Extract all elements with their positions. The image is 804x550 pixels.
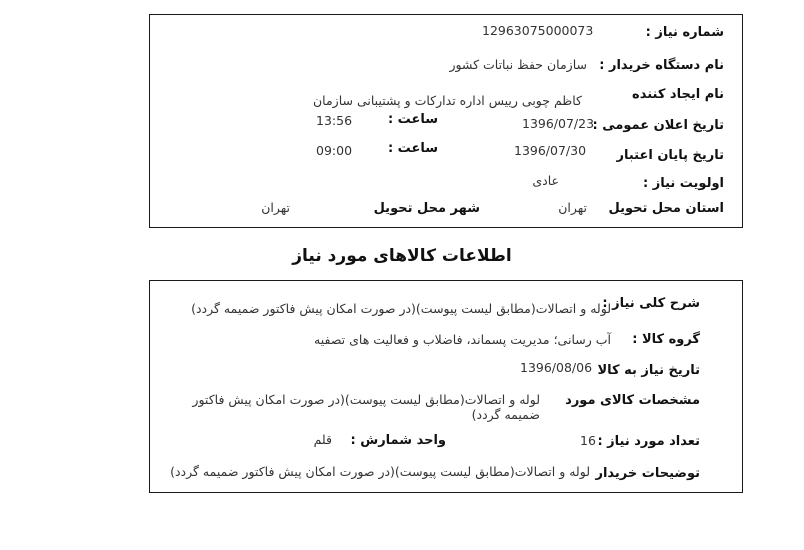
buyer-org-label: نام دستگاه خریدار : xyxy=(599,58,724,73)
buyer-notes-label: توضیحات خریدار xyxy=(595,466,700,481)
tender-info-panel xyxy=(149,14,743,228)
goods-specs-value: لوله و اتصالات(مطابق لیست پیوست)(در صورت امکان پیش فاکتور ضمیمه گردد) xyxy=(192,392,540,422)
province-value: تهران xyxy=(558,200,587,215)
expiry-date-label: تاریخ پایان اعتبار xyxy=(616,148,724,163)
goods-group-value: آب رسانی؛ مدیریت پسماند، فاضلاب و فعالیت های تصفیه xyxy=(314,332,611,347)
need-date-value: 1396/08/06 xyxy=(520,360,593,375)
city-label: شهر محل تحویل xyxy=(373,201,480,216)
goods-specs-label: مشخصات کالای مورد xyxy=(565,393,700,408)
description-value: لوله و اتصالات(مطابق لیست پیوست)(در صورت امکان پیش فاکتور ضمیمه گردد) xyxy=(191,301,611,316)
priority-value: عادی xyxy=(532,173,559,188)
expiry-time-label: ساعت : xyxy=(387,141,438,156)
announce-time-value: 13:56 xyxy=(316,113,353,128)
need-number-value: 12963075000073 xyxy=(482,23,594,38)
announce-time-label: ساعت : xyxy=(387,112,438,127)
expiry-date-value: 1396/07/30 xyxy=(514,143,587,158)
buyer-org-value: سازمان حفظ نباتات کشور xyxy=(449,57,587,72)
need-date-label: تاریخ نیاز به کالا xyxy=(597,363,700,378)
need-number-label: شماره نیاز : xyxy=(645,25,724,40)
section-title: اطلاعات کالاهای مورد نیاز xyxy=(292,246,512,266)
quantity-value: 16 xyxy=(580,433,596,448)
creator-label: نام ایجاد کننده xyxy=(632,87,724,102)
priority-label: اولویت نیاز : xyxy=(642,176,724,191)
announce-date-label: تاریخ اعلان عمومی : xyxy=(592,118,724,133)
goods-info-panel xyxy=(149,280,743,493)
unit-label: واحد شمارش : xyxy=(350,433,446,448)
unit-value: قلم xyxy=(313,432,332,447)
expiry-time-value: 09:00 xyxy=(316,143,353,158)
quantity-label: تعداد مورد نیاز : xyxy=(597,434,700,449)
province-label: استان محل تحویل xyxy=(608,201,724,216)
city-value: تهران xyxy=(261,200,290,215)
announce-date-value: 1396/07/23 xyxy=(522,116,595,131)
buyer-notes-value: لوله و اتصالات(مطابق لیست پیوست)(در صورت امکان پیش فاکتور ضمیمه گردد) xyxy=(170,464,590,479)
description-label: شرح کلی نیاز : xyxy=(602,296,700,311)
creator-value: کاظم چوبی رییس اداره تدارکات و پشتیبانی سازمان xyxy=(312,93,582,108)
goods-group-label: گروه کالا : xyxy=(632,332,700,347)
